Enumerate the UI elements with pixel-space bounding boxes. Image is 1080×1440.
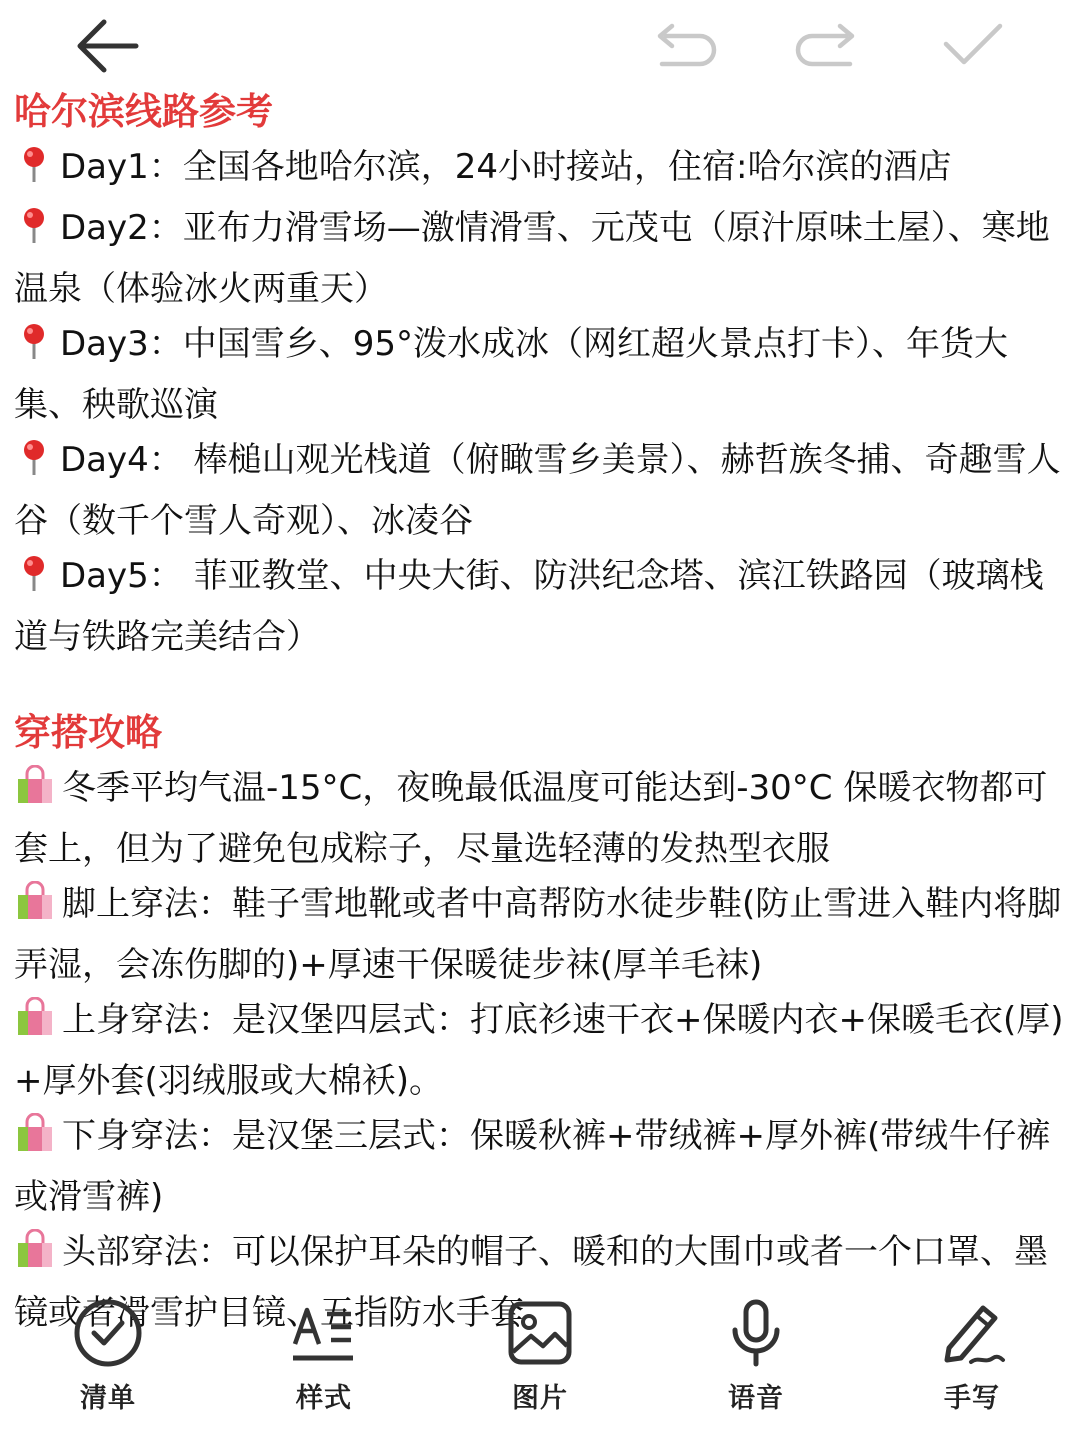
- outfit-section: [14, 705, 1066, 1341]
- microphone-icon: [721, 1298, 791, 1368]
- image-label: 图片: [512, 1383, 568, 1414]
- pin-icon: [14, 437, 54, 494]
- list-item-upper-body: 上身穿法：是汉堡四层式：打底衫速干衣+保暖内衣+保暖毛衣(厚)+厚外套(羽绒服或大棉袄)。: [14, 993, 1066, 1109]
- list-item-day5: Day5： 菲亚教堂、中央大街、防洪纪念塔、滨江铁路园（玻璃栈道与铁路完美结合）: [14, 549, 1066, 665]
- shopping-bag-icon: [14, 1229, 56, 1286]
- shopping-bag-icon: [14, 997, 56, 1054]
- checklist-label: 清单: [80, 1383, 136, 1414]
- image-icon: [505, 1298, 575, 1368]
- top-bar: [0, 0, 1080, 90]
- handwriting-button[interactable]: [897, 1288, 1047, 1415]
- bottom-toolbar: [0, 1288, 1080, 1440]
- route-section: [14, 84, 1066, 665]
- redo-icon[interactable]: [794, 22, 860, 70]
- list-item-day3: Day3：中国雪乡、95°泼水成冰（网红超火景点打卡）、年货大集、秧歌巡演: [14, 317, 1066, 433]
- handwriting-label: 手写: [944, 1383, 1000, 1414]
- shopping-bag-icon: [14, 765, 56, 822]
- voice-button[interactable]: [681, 1288, 831, 1415]
- confirm-check-icon[interactable]: [942, 22, 1004, 68]
- list-item-head: 头部穿法：可以保护耳朵的帽子、暖和的大围巾或者一个口罩、墨镜或者滑雪护目镜、五指防水手套: [14, 1225, 1066, 1341]
- shopping-bag-icon: [14, 881, 56, 938]
- pin-icon: [14, 321, 54, 378]
- style-label: 样式: [296, 1383, 352, 1414]
- voice-label: 语音: [728, 1383, 784, 1414]
- pin-icon: [14, 553, 54, 610]
- shopping-bag-icon: [14, 1113, 56, 1170]
- back-arrow-icon[interactable]: [74, 16, 140, 76]
- pin-icon: [14, 144, 54, 201]
- list-item-lower-body: 下身穿法：是汉堡三层式：保暖秋裤+带绒裤+厚外裤(带绒牛仔裤或滑雪裤): [14, 1109, 1066, 1225]
- list-item-day1: Day1：全国各地哈尔滨，24小时接站，住宿:哈尔滨的酒店: [14, 140, 1066, 201]
- section-title-outfit: 穿搭攻略: [14, 711, 162, 754]
- checklist-button[interactable]: [33, 1288, 183, 1415]
- handwriting-icon: [937, 1298, 1007, 1368]
- list-item-day4: Day4： 棒槌山观光栈道（俯瞰雪乡美景）、赫哲族冬捕、奇趣雪人谷（数千个雪人奇观）、冰凌谷: [14, 433, 1066, 549]
- list-item-feet: 脚上穿法：鞋子雪地靴或者中高帮防水徒步鞋(防止雪进入鞋内将脚弄湿，会冻伤脚的)+厚速干保暖徒步袜(厚羊毛袜): [14, 877, 1066, 993]
- undo-icon[interactable]: [652, 22, 718, 70]
- pin-icon: [14, 205, 54, 262]
- list-item-day2: Day2：亚布力滑雪场—激情滑雪、元茂屯（原汁原味土屋）、寒地温泉（体验冰火两重天）: [14, 201, 1066, 317]
- note-editor[interactable]: [14, 84, 1066, 1341]
- spacer: [14, 665, 1066, 705]
- style-button[interactable]: [249, 1288, 399, 1415]
- text-style-icon: [289, 1298, 359, 1368]
- image-button[interactable]: [465, 1288, 615, 1415]
- list-item-temperature: 冬季平均气温-15°C，夜晚最低温度可能达到-30°C 保暖衣物都可套上，但为了避免包成粽子，尽量选轻薄的发热型衣服: [14, 761, 1066, 877]
- section-title-route: 哈尔滨线路参考: [14, 90, 273, 133]
- checklist-icon: [73, 1298, 143, 1368]
